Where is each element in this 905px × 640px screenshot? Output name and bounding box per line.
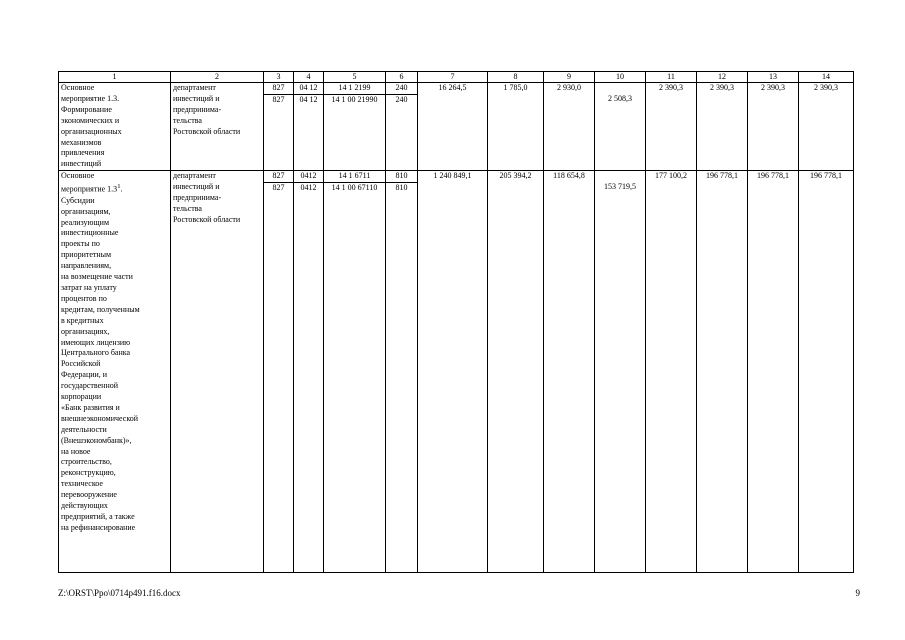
year-amount: 153 719,5 bbox=[604, 182, 636, 192]
header-row bbox=[59, 72, 854, 83]
expense-type: 810 bbox=[395, 171, 408, 181]
header-cell: 1 bbox=[59, 72, 171, 83]
total-amount: 16 264,5 bbox=[418, 83, 488, 171]
expense-type: 810 bbox=[386, 182, 417, 194]
total-amount: 1 240 849,1 bbox=[418, 171, 488, 573]
header-cell: 9 bbox=[544, 72, 595, 83]
page-number: 9 bbox=[855, 588, 860, 598]
section-code: 04 12 bbox=[294, 94, 323, 106]
budget-table bbox=[58, 71, 854, 573]
grbs-code: 827 bbox=[272, 83, 285, 92]
year-amount: 2 390,3 bbox=[646, 83, 697, 171]
measure-name: Основное мероприятие 1.3. Формирование экономических и организационных механизмов привлечения инвестиций bbox=[59, 83, 171, 171]
grbs-code-cell bbox=[264, 83, 294, 171]
header-cell: 2 bbox=[171, 72, 264, 83]
target-code: 14 1 6711 bbox=[338, 171, 371, 181]
measure-name-rest: . Субсидии организациям, реализующим инвестиционные проекты по приоритетным направлениям, на возмещение части затрат на уплату процентов по кредитам, полученным в кредитных организациях, имеющих лицензию Центрального банка Российской Федерации, и государственной корпорации «Банк развития и внешнеэкономической деятельности (Внешэкономбанк)», на новое строительство, реконструкцию, техническое перевооружение действующих предприятий, а также на рефинансирование bbox=[61, 184, 140, 532]
expense-type-cell bbox=[386, 83, 418, 171]
year-amount: 1 785,0 bbox=[488, 83, 544, 171]
year-amount: 2 508,3 bbox=[608, 94, 632, 103]
header-cell: 14 bbox=[799, 72, 854, 83]
header-cell: 10 bbox=[595, 72, 646, 83]
grbs-code: 827 bbox=[264, 182, 293, 194]
year-amount: 2 390,3 bbox=[697, 83, 748, 171]
grbs-code: 827 bbox=[264, 94, 293, 106]
file-path: Z:\ORST\Ppo\0714p491.f16.docx bbox=[58, 588, 181, 598]
header-cell: 12 bbox=[697, 72, 748, 83]
header-cell: 6 bbox=[386, 72, 418, 83]
year-amount: 2 930,0 bbox=[544, 83, 595, 171]
year-amount: 118 654,8 bbox=[544, 171, 595, 573]
expense-type-cell bbox=[386, 171, 418, 573]
section-code-cell bbox=[294, 83, 324, 171]
header-cell: 8 bbox=[488, 72, 544, 83]
year-amount: 2 390,3 bbox=[799, 83, 854, 171]
header-cell: 3 bbox=[264, 72, 294, 83]
year-amount: 196 778,1 bbox=[799, 171, 854, 573]
year-amount: 196 778,1 bbox=[748, 171, 799, 573]
table-row bbox=[59, 83, 854, 171]
year-amount-cell bbox=[595, 171, 646, 573]
year-amount: 196 778,1 bbox=[697, 171, 748, 573]
section-code-cell bbox=[294, 171, 324, 573]
year-amount: 205 394,2 bbox=[488, 171, 544, 573]
executor-name: департамент инвестиций и предпринима- тельства Ростовской области bbox=[171, 83, 264, 171]
grbs-code-cell bbox=[264, 171, 294, 573]
year-amount: 2 390,3 bbox=[748, 83, 799, 171]
year-amount-cell bbox=[595, 83, 646, 171]
header-cell: 13 bbox=[748, 72, 799, 83]
section-code: 0412 bbox=[294, 182, 323, 194]
table-row bbox=[59, 171, 854, 573]
year-amount: 177 100,2 bbox=[646, 171, 697, 573]
measure-name-start: Основное мероприятие 1.3 bbox=[61, 171, 118, 194]
footnote-mark: 1 bbox=[117, 183, 121, 191]
expense-type: 240 bbox=[386, 94, 417, 106]
executor-name: департамент инвестиций и предпринима- тельства Ростовской области bbox=[171, 171, 264, 573]
target-code: 14 1 2199 bbox=[338, 83, 371, 92]
measure-name bbox=[59, 171, 171, 573]
target-code-cell bbox=[324, 171, 386, 573]
target-code: 14 1 00 21990 bbox=[324, 94, 385, 106]
header-cell: 11 bbox=[646, 72, 697, 83]
section-code: 0412 bbox=[300, 171, 317, 181]
header-cell: 5 bbox=[324, 72, 386, 83]
section-code: 04 12 bbox=[299, 83, 318, 92]
header-cell: 4 bbox=[294, 72, 324, 83]
expense-type: 240 bbox=[395, 83, 408, 92]
header-cell: 7 bbox=[418, 72, 488, 83]
target-code-cell bbox=[324, 83, 386, 171]
grbs-code: 827 bbox=[272, 171, 285, 181]
target-code: 14 1 00 67110 bbox=[324, 182, 385, 194]
